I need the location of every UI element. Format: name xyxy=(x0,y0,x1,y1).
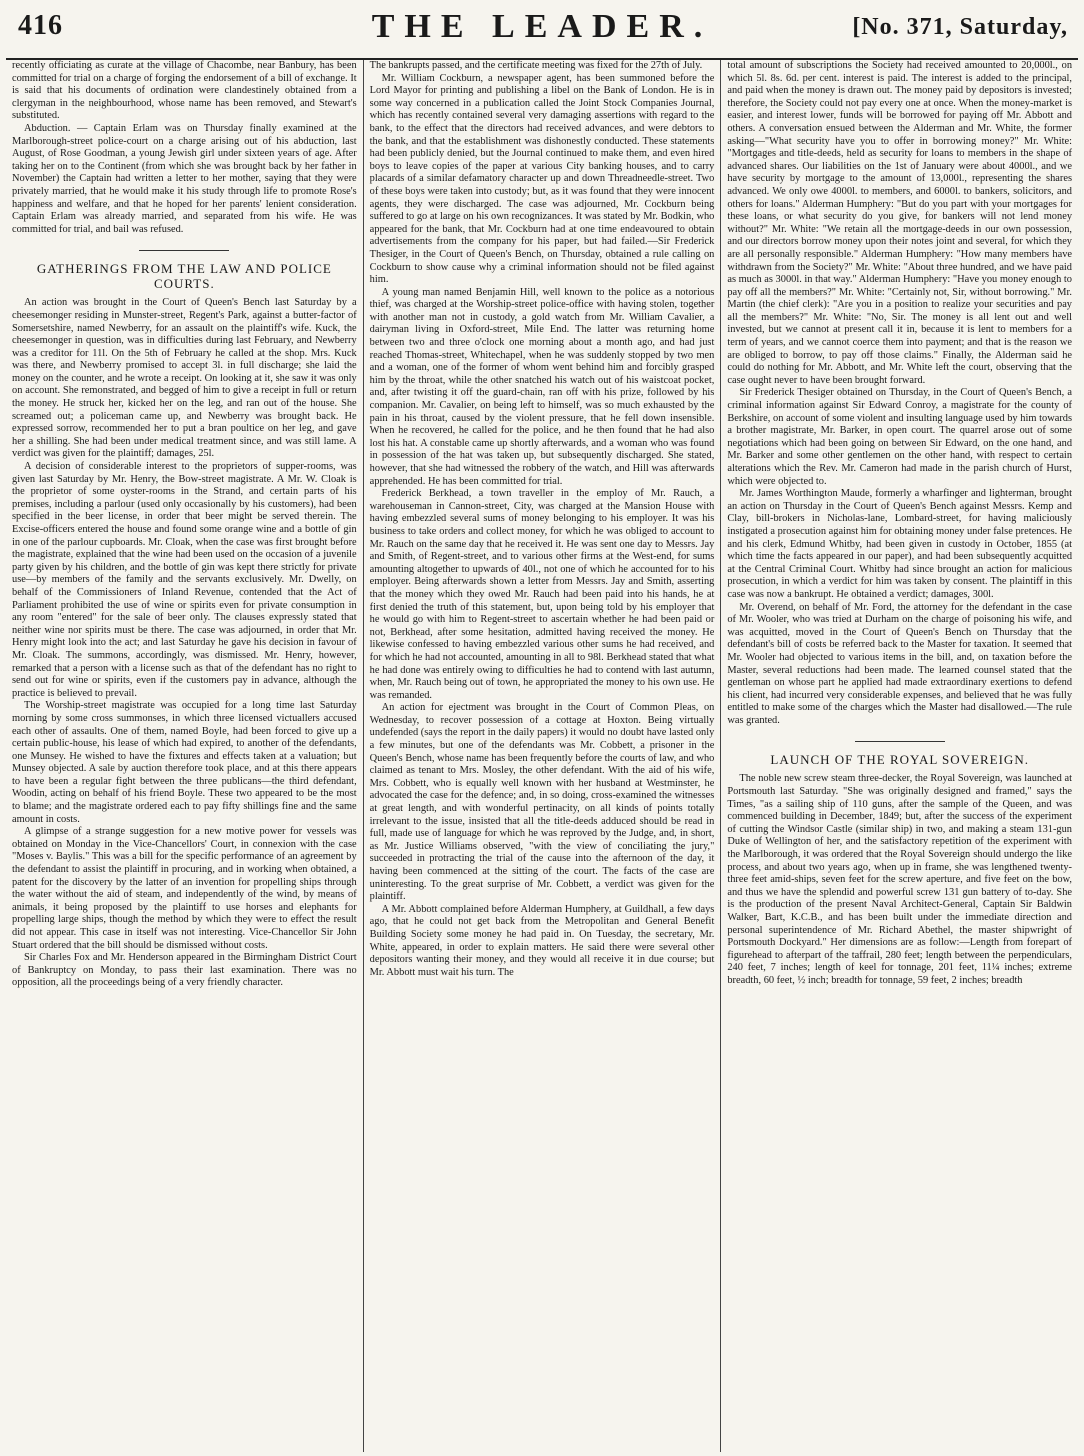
page-number: 416 xyxy=(18,10,63,41)
article-paragraph: Mr. Overend, on behalf of Mr. Ford, the attorney for the defendant in the case of Mr. Wooler, who was tried at Durham on the charge of poisoning his wife, and was acquitted, moved in the Court of Queen's Bench on Thursday that the defendant's bill of costs be referred back to the Master for taxation. It seemed that Mr. Wooler had objected to various items in the bill, and, on taxation before the Master, several reductions had been made. The learned counsel stated that the gentleman on whose part he applied had made extraordinary exertions to defend his client, had incurred very considerable expenses, and believed that he was fully entitled to make some of the charges which the Master had disallowed.—The rule was granted. xyxy=(727,601,1073,726)
newspaper-title: THE LEADER. xyxy=(371,8,713,45)
article-paragraph: Mr. James Worthington Maude, formerly a wharfinger and lighterman, brought an action on Thursday in the Court of Queen's Bench against Messrs. Kemp and Clay, bill-brokers in Nicholas-lane, Lombard-street, for having maliciously instigated a prosecution against him for obtaining money under false pretences. He and his clerk, Edmund Whitby, had been given in custody in October, 1855 (at which time the facts appeared in our paper), and had been subsequently acquitted at the Central Criminal Court. Whitby had since brought an action for malicious prosecution, in which a verdict for him was taken by consent. The plaintiff in this case was now a bankrupt. He obtained a verdict; damages, 300l. xyxy=(727,488,1073,600)
issue-info: [No. 371, Saturday, xyxy=(852,14,1068,40)
section-heading: GATHERINGS FROM THE LAW AND POLICE COURTS. xyxy=(36,261,332,292)
article-paragraph: An action for ejectment was brought in the Court of Common Pleas, on Wednesday, to recover possession of a cottage at Hoxton. Being virtually undefended (says the report in the daily papers) it would no doubt have lasted only a few minutes, but one of the defendants was Mr. Cobbett, a prisoner in the Queen's Bench, whose name has been frequently before the courts of law, and who claimed as tenant to Mrs. Mosley, the other defendant. With the aid of his wife, Mrs. Cobbett, who is equally well known with her husband at Westminster, he advocated the case for the defence; and, in so doing, cross-examined the witnesses at great length, and with wonderful pertinacity, on all kinds of points totally irrelevant to the issue, insisted that all the title-deeds adduced should be read in full, made use of language for which he was reproved by the Judge, and, in short, as Mr. Justice Williams observed, "with the view of conciliating the jury," succeeded in protracting the trial of the cause into the afternoon of the day, it having been commenced at the sitting of the court. The facts of the case are uninteresting. To the great surprise of Mr. Cobbett, a verdict was given for the plaintiff. xyxy=(369,702,715,903)
section-heading: LAUNCH OF THE ROYAL SOVEREIGN. xyxy=(770,752,1029,768)
article-paragraph: A Mr. Abbott complained before Alderman Humphery, at Guildhall, a few days ago, that he could not get back from the Metropolitan and General Benefit Building Society some money he had paid in. On Tuesday, the secretary, Mr. White, appeared, in order to explain matters. He said there were several other depositors wanting their money, and they would all receive it in due course; but Mr. Abbott must wait his turn. The xyxy=(369,903,715,978)
article-paragraph: The Worship-street magistrate was occupied for a long time last Saturday morning by some cross summonses, in which three licensed victuallers accused each other of assaults. One of them, named Boyle, had been forced to give up a certain public-house, his lease of which had expired, to another of the defendants, one Munsey. He wished to have the fixtures and effects taken at a valuation; but Munsey objected. A sale by auction therefore took place, and at this there appears to have been a regular fight between the three publicans—the third defendant, Woodin, acting on behalf of his friend Boyle. These two appeared to be the most to blame; and the magistrate ordered each to pay fifty shillings fine and the same amount in costs. xyxy=(12,700,357,825)
article-paragraph: A decision of considerable interest to the proprietors of supper-rooms, was given last Saturday by Mr. Henry, the Bow-street magistrate. A Mr. W. Cloak is the proprietor of some oyster-rooms in the Strand, and certain parts of his premises, including a parlour (used only occasionally by his customers), had been specified in the beer license, in order that beer might be served therein. The Excise-officers entered the house and found some orange wine and a bottle of gin in one of the parlour cupboards. Mr. Cloak, when the case was first brought before the magistrate, explained that the wine had been used on the occasion of a juvenile party given by his children, and the bottle of gin was kept there strictly for private use—by members of the family and the servants exclusively. Mr. Dwelly, on behalf of the Commissioners of Inland Revenue, contended that the Act of Parliament prohibited the use of wine or spirits even for private consumption in any room "entered" for the sale of beer only. The clauses expressly stated that neither wine nor spirits must be there. The case was adjourned, in order that Mr. Henry might look into the act; and last Saturday he gave his decision in favour of Mr. Cloak. The summons, accordingly, was dismissed. Mr. Henry, however, remarked that a person with a license such as that of the defendant has no right to send out for wine or spirits, even if the customers pay in advance, although the practice is believed to prevail. xyxy=(12,461,357,699)
article-paragraph: recently officiating as curate at the village of Chacombe, near Banbury, has been committed for trial on a charge of forging the endorsement of a bill of exchange. It is said that his documents of ordination were clandestinely obtained from a clergyman in the neighbourhood, whose name has been removed, and Stewart's substituted. xyxy=(12,60,357,122)
article-paragraph: Sir Charles Fox and Mr. Henderson appeared in the Birmingham District Court of Bankruptcy on Monday, to pass their last examination. There was no opposition, all the proceedings being of a very friendly character. xyxy=(12,952,357,989)
article-paragraph: A young man named Benjamin Hill, well known to the police as a notorious thief, was charged at the Worship-street police-office with having stolen, together with another man not in custody, a gold watch from Mr. William Cavalier, a dairyman living in Oxford-street, Mile End. The latter was returning home between two and three o'clock one morning about a month ago, and had just reached Thomas-street, Whitechapel, when he was suddenly stopped by two men and a woman, one of the former of whom went behind him and forcibly grasped him by the throat, while the other snatched his watch out of his waistcoat pocket, and, after twisting it off the guard-chain, ran off with his prize, followed by his companion. Mr. Cavalier, on being left to himself, was so much exhausted by the pain in his throat, caused by the violent pressure, that he fell down insensible. When he recovered, he called for the police, and he then found that he had also lost his hat. A constable came up shortly afterwards, and a woman who was found in possession of the hat was taken up, but subsequently discharged. She stated, however, that she had witnessed the robbery of the watch, and Hill was afterwards apprehended. He has been committed for trial. xyxy=(369,286,715,487)
column-1 xyxy=(6,60,363,1452)
column-3 xyxy=(720,60,1078,1452)
section-divider xyxy=(855,741,945,742)
section-divider xyxy=(139,250,229,251)
article-paragraph: Mr. William Cockburn, a newspaper agent, has been summoned before the Lord Mayor for printing and publishing a libel on the Bank of London. He is in some way concerned in a publication called the Joint Stock Companies Journal, which has recently contained several very damaging assertions with regard to the bank, to the effect that the directors had received advances, and were debtors to the bank, and that the establishment was dishonestly conducted. These statements had been publicly denied, but the Journal continued to make them, and even hired boys to leave copies of the paper at various City banking houses, and to carry placards of a similar defamatory character up and down Threadneedle-street. Two of these boys were taken into custody; but, as it was found that they were innocent agents, they were discharged. The case was adjourned, Mr. Cockburn being suffered to go at large on his own recognizances. It was stated by Mr. Bodkin, who appeared for the bank, that Mr. Cockburn had at one time endeavoured to obtain advertisements from the company for his paper, but had failed.—Sir Frederick Thesiger, in the Court of Queen's Bench, on Thursday, obtained a rule calling on Cockburn to show cause why a criminal information should not be filed against him. xyxy=(369,72,715,286)
article-paragraph: Frederick Berkhead, a town traveller in the employ of Mr. Rauch, a warehouseman in Cannon-street, City, was charged at the Mansion House with having embezzled several sums of money belonging to his employer. It was his business to take orders and collect money, for which he was obliged to account to Mr. Rauch on the same day that he received it. He was sent one day to Messrs. Jay and Smith, of Regent-street, and to various other firms at the West-end, for sums amounting altogether to upwards of 40l., not one of which he accounted for to his employer. Being afterwards shown a letter from Messrs. Jay and Smith, asserting that the money which they owed Mr. Rauch had been paid into his hands, he at first denied the truth of this statement, but, upon being told by his employer that he would go with him to Regent-street to ascertain whether he had been paid or not, Berkhead, after some hesitation, admitted having received the money. He likewise confessed to having embezzled various other sums he had received, and for which he had not accounted, amounting in all to 98l. Berkhead stated that what he had done was entirely owing to difficulties he had to contend with last autumn, when, Mr. Rauch being out of town, he appropriated the money to his own use. He was remanded. xyxy=(369,488,715,701)
article-paragraph: An action was brought in the Court of Queen's Bench last Saturday by a cheesemonger residing in Munster-street, Regent's Park, against a butter-factor of Somersetshire, named Newberry, for an assault on the plaintiff's wife. Kuck, the cheesemonger in question, was in difficulties during last February, and Newberry was a creditor for 11l. On the 5th of February he called at the shop. Mrs. Kuck was there, and Newberry promised to accept 3l. in full discharge; she laid the money on the counter, and he wrote a receipt. On looking at it, she saw it was only on account. She remonstrated, and begged of him to give a receipt in full or return the money. He struck her, kicked her on the leg, and ran out of the house. She screamed out; a policeman came up, and Newberry was brought back. He expressed sorrow, recommended her to put a bran poultice on her leg, and gave her a shilling. She had been under medical treatment since, and was still lame. A verdict was given for the plaintiff; damages, 25l. xyxy=(12,297,357,460)
article-paragraph: The noble new screw steam three-decker, the Royal Sovereign, was launched at Portsmouth last Saturday. "She was originally designed and framed," says the Times, "as a sailing ship of 110 guns, after the sample of the Queen, and was commenced building in December, 1849; but, after the success of the experiment of cutting the Windsor Castle (similar ship) in two, and making a steam 131-gun Duke of Wellington of her, and the satisfactory repetition of the experiment with the Marlborough, it was ordered that the Royal Sovereign should undergo the like process, and about two years ago, when up in frame, she was lengthened twenty-three feet amid-ships, seven feet for the screw aperture, and five feet on the bow, and thus we have the splendid and powerful screw 131 gun battery of to-day. She is the production of the present Naval Architect-General, Captain Sir Baldwin Walker, Bart, K.C.B., and has been built under the immediate direction and personal superintendence of Mr. Richard Abethel, the master shipwright of Portsmouth Dockyard." Her dimensions are as follow:—Length from forepart of figurehead to afterpart of the taffrail, 280 feet; length between the perpendiculars, 240 feet, 7 inches; length of keel for tonnage, 201 feet, 11¼ inches; extreme breadth, 60 feet, ½ inch; breadth for tonnage, 59 feet, 2 inches; breadth xyxy=(727,773,1073,986)
article-paragraph: The bankrupts passed, and the certificate meeting was fixed for the 27th of July. xyxy=(369,60,703,71)
masthead xyxy=(6,0,1078,60)
article-paragraph: A glimpse of a strange suggestion for a new motive power for vessels was obtained on Monday in the Vice-Chancellors' Court, in connexion with the case "Moses v. Baylis." This was a bill for the specific performance of an agreement by the defendant to assist the plaintiff in procuring, and in working when obtained, a patent for the discovery by the latter of an invention for propelling ships through the water without the aid of steam, and independently of the wind, by means of animals, it being proposed by the plaintiff to use horses and elephants for propelling large ships, though the method by which they were to effect the result did not appear. This case in itself was not interesting. Vice-Chancellor Sir John Stuart ordered that the bill should be dismissed without costs. xyxy=(12,826,357,951)
text-columns xyxy=(6,60,1078,1452)
article-paragraph: total amount of subscriptions the Society had received amounted to 20,000l., on which 5l. 8s. 6d. per cent. interest is paid. The interest is added to the principal, and paid when the money is drawn out. The money paid by depositors is invested; therefore, the Society could not pay every one at once. When the money-market is easier, and interest lower, funds will be borrowed for paying off Mr. Abbott and others. A conversation ensued between the Alderman and Mr. White, the former asking—"What security have you to offer in borrowing money?" Mr. White: "Mortgages and title-deeds, held as security for loans to members in the shape of advanced shares. Our liabilities on the 1st of January were about 4000l., and we have security by mortgage to the amount of 13,000l., representing the shares advanced. We only owe 4000l. to members, and 6000l. to bankers, solicitors, and others for loans." Alderman Humphery: "But do you part with your mortgages for these loans, or what security do you give, for bankers will not lend money without?" Mr. White: "We retain all the mortgage-deeds in our own possession, and our directors borrow money upon their notes joint and several, for which they are all personally responsible." Alderman Humphery: "How many members have withdrawn from the Society?" Mr. White: "About three hundred, and we have paid as much as 3000l. in that way." Alderman Humphery: "Have you money enough to pay off all the members?" Mr. White: "Certainly not, Sir, without borrowing." Mr. Martin (the chief clerk): "Are you in a position to realize your securities and pay all the members?" Mr. White: "No, Sir. The money is all lent out and well invested, but we cannot at present call it in, because it is lent to members for a term of years, and we cannot coerce them into payment; and that is the reason we are obliged to borrow, to pay off those claims." Finally, the Alderman said he could do nothing for Mr. Abbott, and Mr. White left the court, observing that the case ought never to have been brought forward. xyxy=(727,60,1073,386)
article-paragraph: Abduction. — Captain Erlam was on Thursday finally examined at the Marlborough-street police-court on a charge arising out of his abduction, last August, of Rose Goodman, a young Jewish girl under sixteen years of age. After taking her on to the Continent (from which she was brought back by her father in November) the Captain had written a letter to her mother, saying that they were privately married, that he would make it his study through life to promote Rose's happiness and welfare, and that he hoped for her parents' lenient consideration. Captain Erlam was already married, and separated from his wife. He was committed for trial, and bail was refused. xyxy=(12,122,357,235)
article-paragraph: Sir Frederick Thesiger obtained on Thursday, in the Court of Queen's Bench, a criminal information against Sir Edward Conroy, a magistrate for the county of Berkshire, on account of some violent and insulting language used by him towards a brother magistrate, Mr. Barker, in open court. The quarrel arose out of some negotiations which had been going on between Sir Edward, on the one hand, and Mr. Barker and some other gentlemen on the other hand, with respect to certain alterations which the Rev. Mr. Cameron had made in the parish church of Hurst, which were objected to. xyxy=(727,387,1073,487)
column-2 xyxy=(363,60,721,1452)
